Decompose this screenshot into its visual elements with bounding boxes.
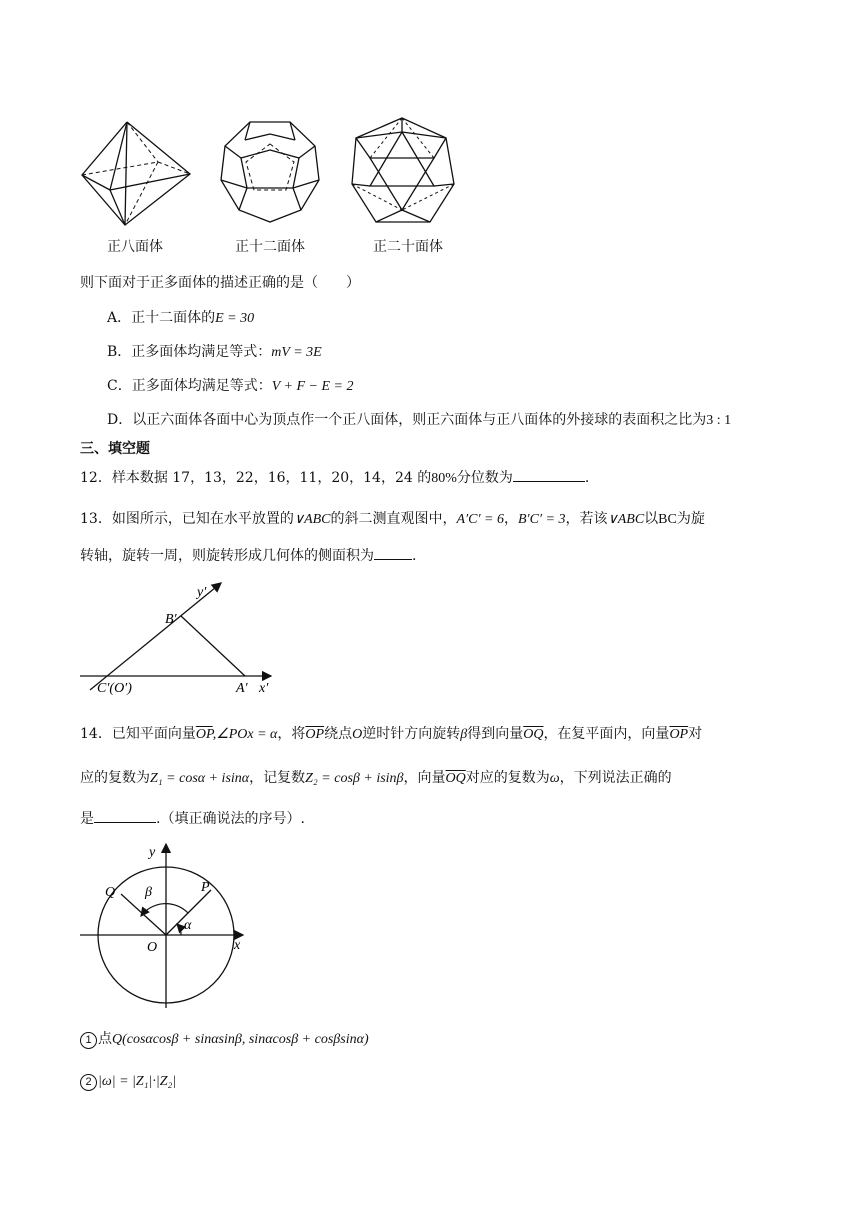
option-text: 正多面体均满足等式：	[131, 378, 272, 394]
label-origin: O	[147, 940, 158, 955]
label-point-p: P	[201, 880, 210, 895]
q14-text: 得到向量	[467, 726, 524, 742]
option-math: E = 30	[215, 311, 255, 326]
q14-text: ，下列说法正确的	[559, 770, 672, 786]
q14-item-2	[80, 1073, 176, 1091]
option-letter: D．	[107, 412, 133, 428]
option-letter: B．	[107, 344, 132, 360]
vector-op: $\overline{OP}$	[305, 727, 325, 742]
omega: ω	[549, 771, 560, 786]
q11-option-d	[107, 409, 731, 429]
label-x-axis: x	[234, 938, 241, 953]
q13-text: 的斜二测直观图中，	[330, 511, 457, 527]
label-a-prime: A′	[236, 681, 248, 696]
item-number: 1	[80, 1032, 97, 1049]
caption-icosahedron: 正二十面体	[373, 239, 443, 255]
label-y-axis: y	[149, 845, 156, 860]
q11-option-b	[107, 341, 322, 361]
caption-octahedron: 正八面体	[107, 239, 163, 255]
q14-text: 逆时针方向旋转	[362, 726, 461, 742]
section-title: 三、填空题	[80, 441, 150, 457]
q13-line2	[80, 545, 416, 565]
q14-text: 绕点	[324, 726, 353, 742]
q13-end: .	[412, 548, 417, 564]
label-point-q: Q	[105, 885, 116, 900]
label-c-prime: C′(O′)	[97, 681, 132, 696]
q14-text: ，在复平面内，向量	[543, 726, 670, 742]
q12-percent: 80%	[431, 471, 457, 486]
q13-text: ，若该	[565, 511, 608, 527]
q14-unit-circle-figure	[75, 838, 255, 1013]
complex-z1: Z₁ = cosα + isinα	[150, 771, 250, 786]
length-ac: A′C′ = 6	[456, 512, 504, 527]
answer-blank	[513, 467, 585, 482]
label-alpha: α	[184, 918, 192, 933]
q12-end: .	[584, 470, 590, 486]
octahedron-figure	[82, 122, 190, 225]
q14-text: 对应的复数为	[465, 770, 550, 786]
triangle-abc: ∨ABC	[607, 512, 645, 527]
option-letter: C．	[107, 378, 132, 394]
q14-text: ，向量	[403, 770, 446, 786]
q12-tail: 分位数为	[456, 470, 513, 486]
caption-dodecahedron: 正十二面体	[235, 239, 305, 255]
q14-text: .（填正确说法的序号）.	[156, 811, 305, 827]
dodecahedron-figure	[221, 122, 319, 222]
q13-text: 转轴，旋转一周，则旋转形成几何体的侧面积为	[80, 548, 374, 564]
q14-text: 14．已知平面向量	[80, 726, 196, 742]
triangle-abc: ∨ABC	[293, 512, 331, 527]
icosahedron-figure	[352, 118, 454, 222]
length-bc: B′C′ = 3	[518, 512, 566, 527]
option-text: 以正六面体各面中心为顶点作一个正八面体，则正六面体与正八面体的外接球的表面积之比为	[132, 412, 707, 428]
q14-line2	[80, 767, 672, 787]
q14-text: ，记复数	[249, 770, 306, 786]
q14-line1	[80, 723, 702, 743]
vector-oq: $\overline{OQ}$	[445, 771, 466, 786]
answer-blank	[94, 808, 156, 823]
label-beta: β	[145, 885, 152, 900]
label-x-prime: x′	[259, 681, 269, 696]
q13-oblique-figure	[75, 580, 285, 700]
answer-blank	[374, 545, 412, 560]
item-number: 2	[80, 1074, 97, 1091]
q13-text: 13．如图所示，已知在水平放置的	[80, 511, 294, 527]
q14-text: 对	[688, 726, 703, 742]
q14-text: ，将	[277, 726, 306, 742]
q14-text: 应的复数为	[80, 770, 150, 786]
complex-z2: Z₂ = cosβ + isinβ	[305, 771, 404, 786]
label-b-prime: B′	[165, 612, 177, 627]
option-math: V + F − E = 2	[271, 379, 354, 394]
q13-line1	[80, 508, 705, 528]
q12	[80, 467, 589, 487]
q13-text: 为旋	[676, 511, 705, 527]
q11-option-c	[107, 375, 353, 395]
option-letter: A．	[107, 310, 132, 326]
q13-text: ，	[504, 511, 518, 527]
option-math: mV = 3E	[271, 345, 322, 360]
item-math: Q(cosαcosβ + sinαsinβ, sinαcosβ + cosβsinα)	[112, 1032, 369, 1047]
q13-text: 以	[644, 511, 659, 527]
q11-stem: 则下面对于正多面体的描述正确的是（ ）	[80, 275, 360, 291]
q14-item-1	[80, 1028, 369, 1049]
axis-bc: BC	[658, 512, 677, 527]
q11-option-a	[107, 307, 254, 327]
q12-text: 12．样本数据 17，13，22，16，11，20，14，24 的	[80, 470, 432, 486]
polyhedra-figures	[70, 110, 470, 235]
label-y-prime: y′	[197, 585, 207, 600]
angle-beta: β	[460, 727, 468, 742]
vector-op: $\overline{OP}$	[669, 727, 689, 742]
angle-pox: ,∠POx = α	[212, 727, 278, 742]
option-math: 3 : 1	[706, 413, 732, 428]
option-text: 正多面体均满足等式：	[131, 344, 272, 360]
q14-text: 是	[80, 811, 94, 827]
item-text: 点	[98, 1031, 112, 1047]
vector-oq: $\overline{OQ}$	[523, 727, 544, 742]
vector-op: $\overline{OP}$	[195, 727, 213, 742]
q14-line3	[80, 808, 305, 828]
point-o: O	[352, 727, 363, 742]
option-text: 正十二面体的	[131, 310, 216, 326]
item-math: |ω| = |Z₁|·|Z₂|	[98, 1074, 177, 1089]
